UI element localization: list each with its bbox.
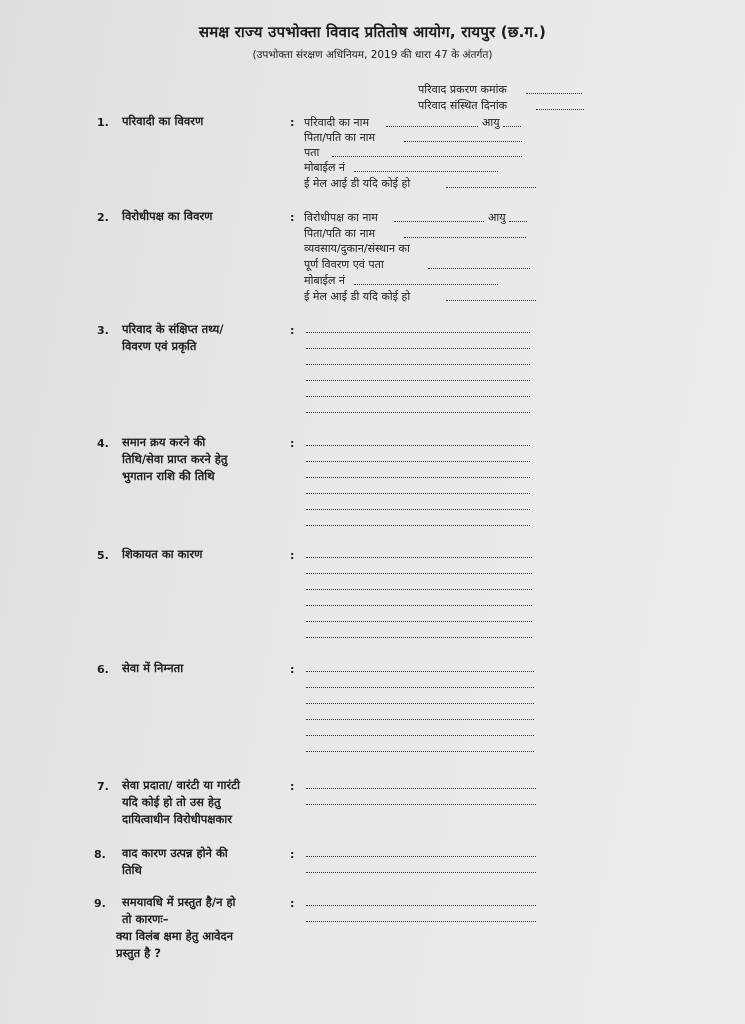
section-5-colon: : bbox=[290, 549, 295, 562]
section-3-answer-line[interactable] bbox=[306, 348, 530, 349]
opposite-party-name-field[interactable] bbox=[394, 221, 484, 222]
section-6-answer-line[interactable] bbox=[306, 703, 534, 704]
opposite-party-business-label: व्यवसाय/दुकान/संस्थान का bbox=[304, 242, 410, 255]
section-4-number: 4. bbox=[97, 437, 109, 450]
section-4-label-line-3: भुगतान राशि की तिथि bbox=[122, 469, 215, 483]
complainant-father-label: पिता/पति का नाम bbox=[304, 131, 376, 144]
complainant-mobile-label: मोबाईल नं bbox=[304, 161, 346, 174]
section-3-colon: : bbox=[290, 324, 295, 337]
opposite-party-address-field[interactable] bbox=[428, 268, 530, 269]
section-7-answer-line[interactable] bbox=[306, 788, 536, 789]
section-5-label: शिकायत का कारण bbox=[122, 547, 203, 561]
section-3-answer-line[interactable] bbox=[306, 380, 530, 381]
section-3-number: 3. bbox=[97, 324, 109, 337]
section-6-answer-line[interactable] bbox=[306, 751, 534, 752]
section-8-answer-line[interactable] bbox=[306, 872, 536, 873]
section-4-answer-line[interactable] bbox=[306, 493, 530, 494]
opposite-party-name-label: विरोधीपक्ष का नाम bbox=[304, 211, 378, 224]
complainant-mobile-field[interactable] bbox=[354, 171, 498, 172]
complainant-name-field[interactable] bbox=[386, 126, 478, 127]
section-5-answer-line[interactable] bbox=[306, 605, 532, 606]
section-3-label-line-1: परिवाद के संक्षिप्त तथ्य/ bbox=[122, 322, 224, 336]
section-8-answer-line[interactable] bbox=[306, 856, 536, 857]
section-7-label-line-1: सेवा प्रदाता/ वारंटी या गारंटी bbox=[122, 778, 240, 792]
opposite-party-mobile-label: मोबाईल नं bbox=[304, 274, 346, 287]
section-3-answer-line[interactable] bbox=[306, 396, 530, 397]
section-4-label-line-2: तिथि/सेवा प्राप्त करने हेतु bbox=[122, 452, 228, 466]
section-7-answer-line[interactable] bbox=[306, 804, 536, 805]
section-3-answer-line[interactable] bbox=[306, 332, 530, 333]
section-8-colon: : bbox=[290, 848, 295, 861]
section-6-colon: : bbox=[290, 663, 295, 676]
complainant-email-field[interactable] bbox=[446, 187, 536, 188]
complainant-address-field[interactable] bbox=[332, 156, 522, 157]
section-3-label-line-2: विवरण एवं प्रकृति bbox=[122, 339, 197, 353]
section-5-number: 5. bbox=[97, 549, 109, 562]
opposite-party-address-label: पूर्ण विवरण एवं पता bbox=[304, 258, 384, 271]
section-9-label-line-4: प्रस्तुत है ? bbox=[116, 946, 161, 960]
section-1-colon: : bbox=[290, 116, 295, 129]
section-4-answer-line[interactable] bbox=[306, 461, 530, 462]
section-8-label-line-1: वाद कारण उत्पन्न होने की bbox=[122, 846, 228, 860]
opposite-party-age-label: आयु bbox=[488, 211, 506, 224]
section-2-number: 2. bbox=[97, 211, 109, 224]
opposite-party-age-field[interactable] bbox=[509, 221, 527, 222]
section-1-label: परिवादी का विवरण bbox=[122, 114, 204, 128]
section-6-answer-line[interactable] bbox=[306, 719, 534, 720]
section-9-number: 9. bbox=[94, 897, 106, 910]
section-1-number: 1. bbox=[97, 116, 109, 129]
section-9-answer-line[interactable] bbox=[306, 921, 536, 922]
section-2-colon: : bbox=[290, 211, 295, 224]
complainant-father-field[interactable] bbox=[404, 141, 522, 142]
case-number-field[interactable] bbox=[526, 93, 582, 94]
section-4-answer-line[interactable] bbox=[306, 477, 530, 478]
section-4-answer-line[interactable] bbox=[306, 509, 530, 510]
section-5-answer-line[interactable] bbox=[306, 589, 532, 590]
complainant-age-field[interactable] bbox=[503, 126, 521, 127]
complainant-email-label: ई मेल आई डी यदि कोई हो bbox=[304, 177, 411, 190]
section-7-label-line-2: यदि कोई हो तो उस हेतु bbox=[122, 795, 221, 809]
section-6-answer-line[interactable] bbox=[306, 735, 534, 736]
section-8-number: 8. bbox=[94, 848, 106, 861]
opposite-party-father-label: पिता/पति का नाम bbox=[304, 227, 376, 240]
section-2-label: विरोधीपक्ष का विवरण bbox=[122, 209, 213, 223]
section-9-label-line-1: समयावधि में प्रस्तुत है/न हो bbox=[122, 895, 236, 909]
section-4-answer-line[interactable] bbox=[306, 525, 530, 526]
section-9-label-line-2: तो कारणः– bbox=[122, 912, 169, 926]
opposite-party-mobile-field[interactable] bbox=[354, 284, 498, 285]
section-7-number: 7. bbox=[97, 780, 109, 793]
section-4-label-line-1: समान क्रय करने की bbox=[122, 435, 206, 449]
section-5-answer-line[interactable] bbox=[306, 573, 532, 574]
section-4-answer-line[interactable] bbox=[306, 445, 530, 446]
opposite-party-email-field[interactable] bbox=[446, 300, 536, 301]
case-number-label: परिवाद प्रकरण कमांक bbox=[418, 83, 507, 96]
section-6-answer-line[interactable] bbox=[306, 671, 534, 672]
section-9-answer-line[interactable] bbox=[306, 905, 536, 906]
section-3-answer-line[interactable] bbox=[306, 412, 530, 413]
section-8-label-line-2: तिथि bbox=[122, 863, 142, 877]
section-5-answer-line[interactable] bbox=[306, 621, 532, 622]
section-3-answer-line[interactable] bbox=[306, 364, 530, 365]
form-title: समक्ष राज्य उपभोक्ता विवाद प्रतितोष आयोग, रायपुर (छ.ग.) bbox=[198, 23, 547, 41]
filing-date-field[interactable] bbox=[536, 109, 584, 110]
section-4-colon: : bbox=[290, 437, 295, 450]
complainant-name-label: परिवादी का नाम bbox=[304, 116, 370, 129]
form-subtitle: (उपभोक्ता संरक्षण अधिनियम, 2019 की धारा 47 के अंतर्गत) bbox=[252, 49, 493, 61]
section-6-label: सेवा में निम्नता bbox=[122, 661, 184, 675]
filing-date-label: परिवाद संस्थित दिनांक bbox=[418, 99, 508, 112]
opposite-party-father-field[interactable] bbox=[404, 237, 526, 238]
section-5-answer-line[interactable] bbox=[306, 637, 532, 638]
section-5-answer-line[interactable] bbox=[306, 557, 532, 558]
complainant-age-label: आयु bbox=[482, 116, 500, 129]
section-7-label-line-3: दायित्वाधीन विरोधीपक्षकार bbox=[122, 812, 232, 826]
section-9-label-line-3: क्या विलंब क्षमा हेतु आवेदन bbox=[116, 929, 233, 943]
section-7-colon: : bbox=[290, 780, 295, 793]
opposite-party-email-label: ई मेल आई डी यदि कोई हो bbox=[304, 290, 411, 303]
section-6-answer-line[interactable] bbox=[306, 687, 534, 688]
section-6-number: 6. bbox=[97, 663, 109, 676]
complainant-address-label: पता bbox=[304, 146, 320, 159]
section-9-colon: : bbox=[290, 897, 295, 910]
